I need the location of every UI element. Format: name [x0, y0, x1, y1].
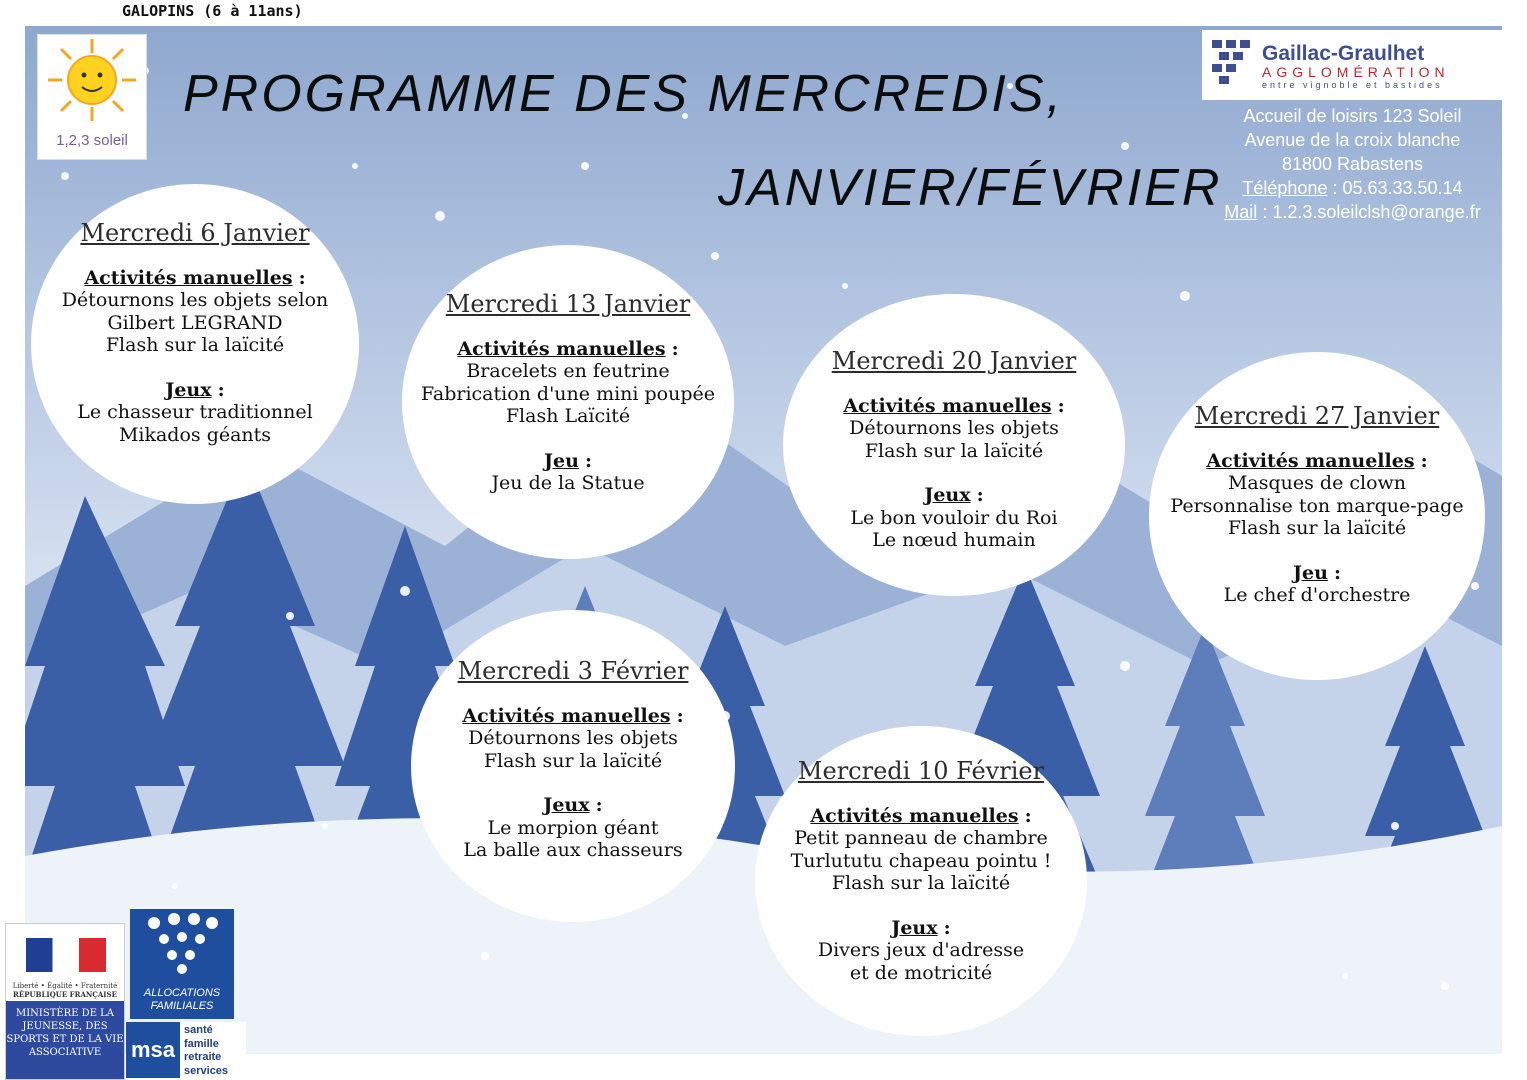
- contact-line-1: Accueil de loisirs 123 Soleil: [1243, 106, 1462, 126]
- contact-mail[interactable]: [1200, 200, 1505, 224]
- game-item: et de motricité: [849, 961, 993, 984]
- games-label: Jeux: [165, 378, 212, 401]
- activity-item: Détournons les objets: [468, 727, 678, 749]
- games-label: Jeux: [924, 484, 971, 506]
- activity-item: Bracelets en feutrine: [466, 360, 670, 382]
- activity-item: Fabrication d'une mini poupée: [420, 382, 716, 405]
- mail-address[interactable]: : 1.2.3.soleilclsh@orange.fr: [1257, 202, 1481, 222]
- activity-item: Turlututu chapeau pointu !: [790, 849, 1052, 872]
- day-bubble-6-janvier: Mercredi 6 Janvier Activités manuelles : Détournons les objets selon Gilbert LEGRAND Flash sur la laïcité Jeux : Le chasseur traditionnel Mikados géants: [31, 184, 359, 504]
- sun-icon: [38, 35, 146, 125]
- games-label: Jeux: [543, 794, 590, 816]
- french-flag-icon: [26, 938, 106, 972]
- msa-mark: msa: [126, 1022, 180, 1078]
- soleil-logo: [37, 34, 147, 160]
- day-bubble-13-janvier: Mercredi 13 Janvier Activités manuelles : Bracelets en feutrine Fabrication d'une mini poupée Flash Laïcité Jeu : Jeu de la Statue: [402, 245, 734, 559]
- day-date: Mercredi 27 Janvier: [1194, 402, 1440, 430]
- game-item: Le chasseur traditionnel: [77, 401, 313, 423]
- mail-label: Mail: [1224, 202, 1258, 222]
- contact-line-2: Avenue de la croix blanche: [1244, 130, 1461, 150]
- game-item: Le morpion géant: [487, 816, 659, 839]
- gaillac-tagline: entre vignoble et bastides: [1262, 80, 1443, 90]
- games-label: Jeu: [1293, 561, 1328, 584]
- day-bubble-27-janvier: Mercredi 27 Janvier Activités manuelles : Masques de clown Personnalise ton marque-page Flash sur la laïcité Jeu : Le chef d'orchestre: [1149, 352, 1485, 680]
- activities-label: Activités manuelles: [1206, 449, 1415, 472]
- day-date: Mercredi 3 Février: [457, 657, 689, 685]
- day-date: Mercredi 20 Janvier: [831, 347, 1077, 375]
- activity-item: Gilbert LEGRAND: [107, 311, 283, 334]
- activities-label: Activités manuelles: [84, 266, 293, 289]
- msa-logo: [126, 1022, 246, 1078]
- day-bubble-20-janvier: Mercredi 20 Janvier Activités manuelles : Détournons les objets Flash sur la laïcité Jeux : Le bon vouloir du Roi Le nœud humain: [783, 294, 1125, 596]
- activity-item: Flash sur la laïcité: [483, 749, 663, 772]
- gaillac-name: Gaillac-Graulhet: [1262, 42, 1425, 65]
- game-item: Le nœud humain: [872, 529, 1036, 551]
- contact-block: [1200, 104, 1505, 224]
- activity-item: Flash sur la laïcité: [831, 872, 1011, 894]
- day-bubble-10-fevrier: Mercredi 10 Février Activités manuelles : Petit panneau de chambre Turlututu chapeau pointu ! Flash sur la laïcité Jeux : Divers jeux d'adresse et de motricité: [755, 726, 1087, 1036]
- gaillac-graulhet-logo: [1202, 30, 1502, 100]
- rf-motto-and-name: Liberté • Égalité • Fraternité RÉPUBLIQUE FRANÇAISE: [12, 982, 118, 999]
- caf-label: ALLOCATIONS FAMILIALES: [143, 987, 221, 1012]
- people-group-icon: [130, 909, 234, 979]
- day-date: Mercredi 10 Février: [797, 757, 1045, 785]
- grapes-icon: [1206, 36, 1261, 96]
- caf-logo: [130, 909, 234, 1019]
- msa-lines: santé famille retraite services: [184, 1024, 229, 1077]
- activity-item: Détournons les objets selon: [61, 289, 329, 311]
- page-title-line-2: JANVIER/FÉVRIER: [718, 159, 1223, 217]
- age-group-label: GALOPINS (6 à 11ans): [122, 2, 303, 20]
- contact-phone: [1200, 176, 1505, 200]
- game-item: Le bon vouloir du Roi: [850, 506, 1058, 529]
- phone-number: : 05.63.33.50.14: [1327, 178, 1463, 198]
- activity-item: Flash sur la laïcité: [864, 439, 1044, 462]
- game-item: Le chef d'orchestre: [1223, 584, 1411, 606]
- soleil-logo-caption: 1,2,3 soleil: [56, 132, 128, 149]
- activities-label: Activités manuelles: [457, 337, 666, 360]
- republique-francaise-logo: [5, 923, 125, 1080]
- activity-item: Personnalise ton marque-page: [1170, 494, 1464, 517]
- activities-label: Activités manuelles: [462, 704, 671, 727]
- activity-item: Flash sur la laïcité: [105, 334, 285, 356]
- page-title-line-1: PROGRAMME DES MERCREDIS,: [183, 65, 1064, 123]
- day-date: Mercredi 13 Janvier: [445, 290, 691, 318]
- games-label: Jeu: [544, 449, 579, 472]
- games-label: Jeux: [891, 916, 938, 939]
- activities-label: Activités manuelles: [843, 394, 1052, 417]
- game-item: Divers jeux d'adresse: [817, 939, 1025, 961]
- contact-line-3: 81800 Rabastens: [1281, 154, 1424, 174]
- ministry-label: MINISTÈRE DE LA JEUNESSE, DES SPORTS ET DE LA VIE ASSOCIATIVE: [6, 1001, 124, 1079]
- phone-label: Téléphone: [1242, 178, 1328, 198]
- day-bubble-3-fevrier: Mercredi 3 Février Activités manuelles : Détournons les objets Flash sur la laïcité Jeux : Le morpion géant La balle aux chasseurs: [411, 610, 735, 922]
- activity-item: Flash Laïcité: [505, 405, 631, 427]
- activity-item: Détournons les objets: [849, 417, 1059, 439]
- day-date: Mercredi 6 Janvier: [80, 219, 310, 247]
- game-item: Jeu de la Statue: [491, 472, 645, 494]
- game-item: Mikados géants: [118, 423, 272, 446]
- activity-item: Masques de clown: [1227, 472, 1407, 494]
- activities-label: Activités manuelles: [810, 804, 1019, 827]
- game-item: La balle aux chasseurs: [463, 839, 683, 861]
- activity-item: Petit panneau de chambre: [794, 827, 1048, 849]
- gaillac-subtitle: AGGLOMÉRATION: [1262, 64, 1450, 80]
- activity-item: Flash sur la laïcité: [1227, 517, 1407, 539]
